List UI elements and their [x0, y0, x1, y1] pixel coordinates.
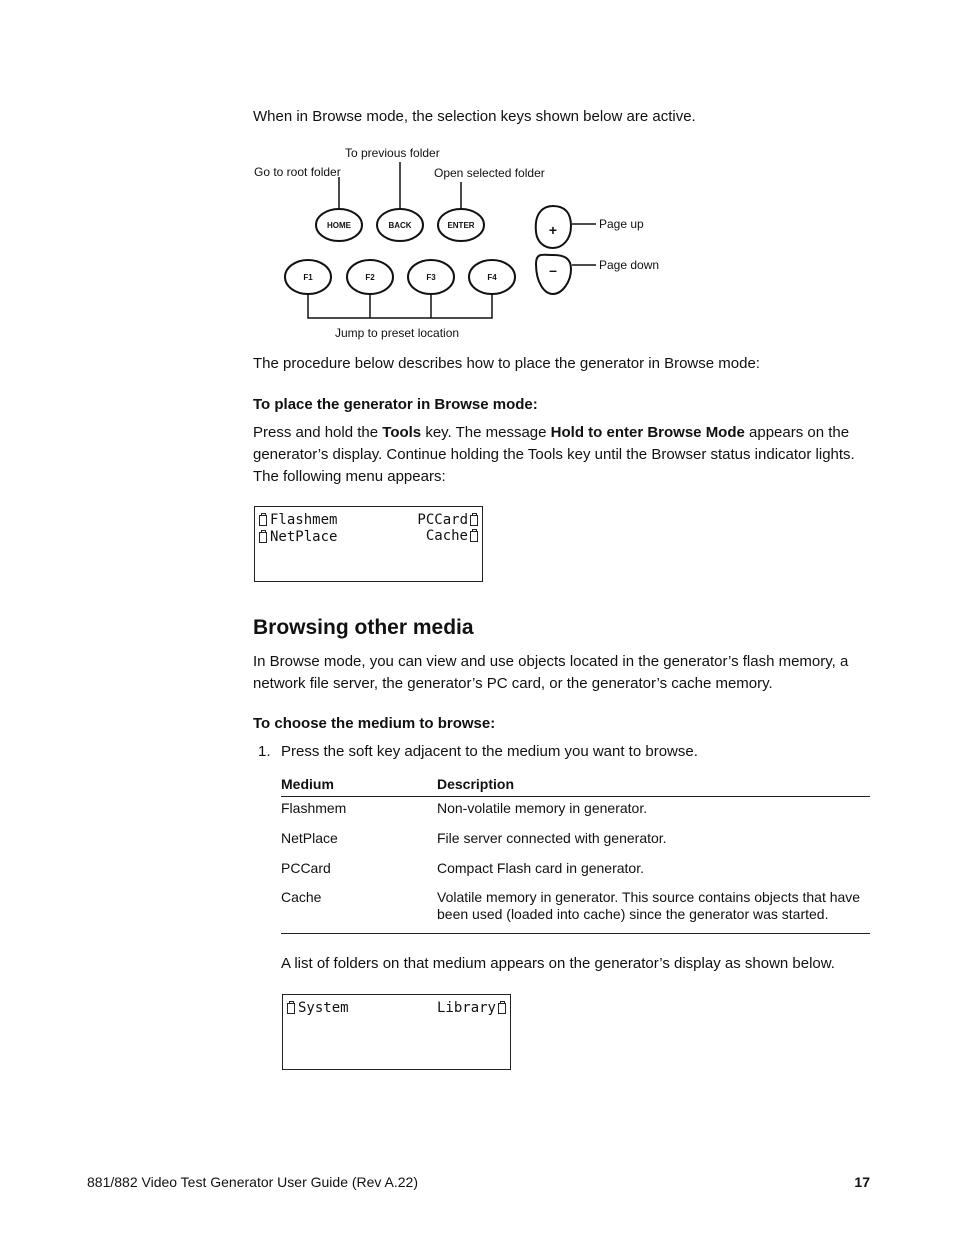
- description-cell: Compact Flash card in generator.: [437, 860, 644, 876]
- step-text: Press the soft key adjacent to the medium you want to browse.: [281, 743, 698, 760]
- home-key-label: HOME: [327, 221, 351, 230]
- folder-icon: [259, 532, 267, 543]
- page-number: 17: [854, 1174, 870, 1190]
- minus-icon: –: [549, 262, 557, 278]
- lcd-label: Cache: [425, 528, 468, 544]
- procedure-body: [253, 422, 878, 488]
- column-header-description: Description: [437, 776, 870, 797]
- procedure-intro: The procedure below describes how to place the generator in Browse mode:: [253, 355, 760, 372]
- plus-icon: +: [548, 222, 558, 238]
- table-row: [281, 827, 870, 857]
- hold-message: Hold to enter Browse Mode: [550, 424, 745, 441]
- lcd-label: Library: [436, 1000, 496, 1016]
- lcd-display-folder-list: [282, 994, 511, 1070]
- medium-cell: NetPlace: [281, 830, 338, 846]
- section-title: Browsing other media: [253, 616, 474, 639]
- callout-open-folder: Open selected folder: [434, 166, 545, 180]
- medium-cell: PCCard: [281, 860, 331, 876]
- folder-icon: [470, 515, 478, 526]
- description-cell: File server connected with generator.: [437, 830, 667, 846]
- callout-jump-preset: Jump to preset location: [335, 326, 460, 340]
- lcd-display-media-menu: [254, 506, 483, 582]
- description-cell: Non-volatile memory in generator.: [437, 800, 648, 816]
- f2-key-label: F2: [365, 273, 375, 282]
- column-header-medium: Medium: [281, 776, 437, 797]
- medium-table: [281, 776, 870, 934]
- step-number: 1.: [258, 743, 271, 760]
- f4-key-label: F4: [487, 273, 497, 282]
- callout-root-folder: Go to root folder: [254, 165, 341, 179]
- lcd-item-system: [287, 1000, 349, 1016]
- body-text-3: appears on the generator’s display. Continue holding the Tools key until the Browser status indicator lights. The following menu appears:: [253, 424, 855, 485]
- table-row: [281, 887, 870, 934]
- body-text-1: Press and hold the: [253, 424, 383, 441]
- lcd-item-cache: [426, 528, 478, 544]
- after-table-text: A list of folders on that medium appears on the generator’s display as shown below.: [281, 955, 835, 972]
- lcd-item-flashmem: [259, 512, 337, 528]
- back-key-label: BACK: [388, 221, 412, 230]
- description-cell: Volatile memory in generator. This source contains objects that have been used (loaded into cache) since the generator was started.: [437, 887, 870, 934]
- lcd-item-netplace: [259, 529, 337, 545]
- f3-key-label: F3: [426, 273, 436, 282]
- table-row: [281, 797, 870, 828]
- body-text-2: key. The message: [421, 424, 551, 441]
- tools-key-name: Tools: [382, 424, 422, 441]
- medium-cell: Cache: [281, 887, 437, 934]
- lcd-label: NetPlace: [270, 529, 338, 545]
- folder-icon: [287, 1003, 295, 1014]
- folder-icon: [259, 515, 267, 526]
- lcd-label: Flashmem: [270, 512, 338, 528]
- medium-cell: Flashmem: [281, 800, 347, 816]
- selection-keys-diagram: [250, 140, 670, 350]
- lcd-item-pccard: [417, 512, 478, 528]
- footer-title: 881/882 Video Test Generator User Guide (Rev A.22): [87, 1174, 419, 1190]
- procedure-heading-choose-medium: To choose the medium to browse:: [253, 715, 496, 732]
- lcd-item-library: [437, 1000, 506, 1016]
- f1-key-label: F1: [303, 273, 313, 282]
- callout-previous-folder: To previous folder: [345, 146, 440, 160]
- folder-icon: [498, 1003, 506, 1014]
- table-row: [281, 857, 870, 887]
- callout-page-down: Page down: [599, 258, 660, 272]
- lcd-label: PCCard: [417, 512, 468, 528]
- table-header-row: [281, 776, 870, 797]
- section-body: In Browse mode, you can view and use objects located in the generator’s flash memory, a network file server, the generator’s PC card, or the generator’s cache memory.: [253, 653, 849, 692]
- enter-key-label: ENTER: [447, 221, 475, 230]
- lcd-label: System: [298, 1000, 349, 1016]
- procedure-heading-browse-mode: To place the generator in Browse mode:: [253, 396, 538, 413]
- intro-text: When in Browse mode, the selection keys shown below are active.: [253, 108, 696, 125]
- folder-icon: [470, 531, 478, 542]
- callout-page-up: Page up: [599, 217, 644, 231]
